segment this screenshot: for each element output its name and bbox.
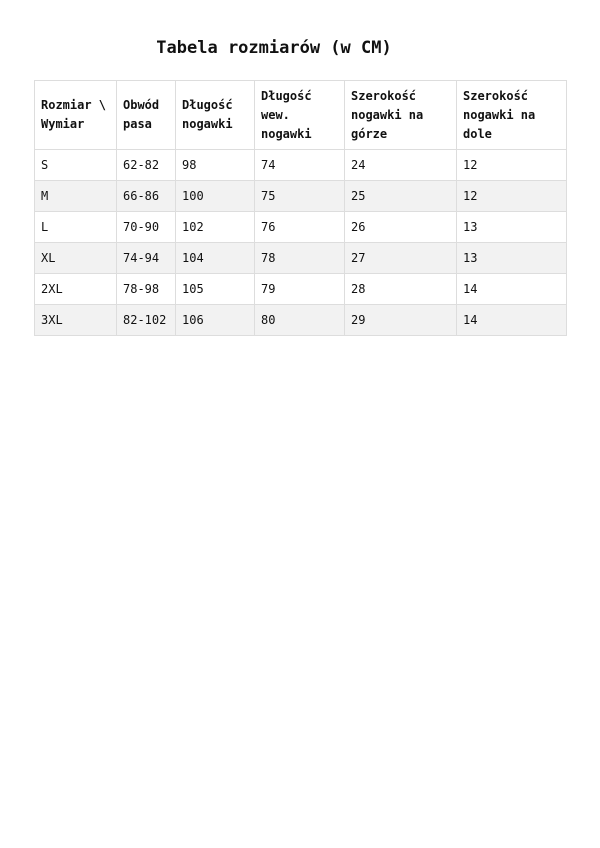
table-cell: 27: [345, 243, 457, 274]
table-cell: 12: [457, 150, 567, 181]
table-cell: 62-82: [117, 150, 176, 181]
table-cell: S: [35, 150, 117, 181]
table-header-row: [35, 81, 567, 150]
table-cell: 13: [457, 212, 567, 243]
table-cell: 102: [176, 212, 255, 243]
table-cell: 74: [255, 150, 345, 181]
table-cell: 79: [255, 274, 345, 305]
table-cell: L: [35, 212, 117, 243]
table-cell: 24: [345, 150, 457, 181]
header-size-dimension: Rozmiar \ Wymiar: [35, 81, 117, 150]
table-row: [35, 305, 567, 336]
table-cell: 14: [457, 274, 567, 305]
table-cell: 105: [176, 274, 255, 305]
header-leg-length: Długość nogawki: [176, 81, 255, 150]
table-cell: 76: [255, 212, 345, 243]
table-cell: 104: [176, 243, 255, 274]
table-cell: 74-94: [117, 243, 176, 274]
table-cell: 12: [457, 181, 567, 212]
table-cell: 70-90: [117, 212, 176, 243]
table-cell: 82-102: [117, 305, 176, 336]
table-cell: 3XL: [35, 305, 117, 336]
table-cell: 100: [176, 181, 255, 212]
page-title: Tabela rozmiarów (w CM): [156, 38, 392, 58]
table-cell: 29: [345, 305, 457, 336]
header-leg-width-top: Szerokość nogawki na górze: [345, 81, 457, 150]
table-cell: 13: [457, 243, 567, 274]
table-cell: 98: [176, 150, 255, 181]
table-cell: M: [35, 181, 117, 212]
size-table: [34, 80, 567, 336]
table-cell: 66-86: [117, 181, 176, 212]
table-row: [35, 274, 567, 305]
table-cell: 80: [255, 305, 345, 336]
table-cell: 75: [255, 181, 345, 212]
header-waist-circumference: Obwód pasa: [117, 81, 176, 150]
table-row: [35, 212, 567, 243]
table-cell: 78: [255, 243, 345, 274]
header-leg-width-bottom: Szerokość nogawki na dole: [457, 81, 567, 150]
table-cell: 28: [345, 274, 457, 305]
table-row: [35, 243, 567, 274]
table-cell: 14: [457, 305, 567, 336]
table-row: [35, 181, 567, 212]
table-row: [35, 150, 567, 181]
table-cell: 26: [345, 212, 457, 243]
table-cell: 25: [345, 181, 457, 212]
table-cell: XL: [35, 243, 117, 274]
table-cell: 2XL: [35, 274, 117, 305]
header-inseam-length: Długość wew. nogawki: [255, 81, 345, 150]
table-cell: 106: [176, 305, 255, 336]
table-cell: 78-98: [117, 274, 176, 305]
